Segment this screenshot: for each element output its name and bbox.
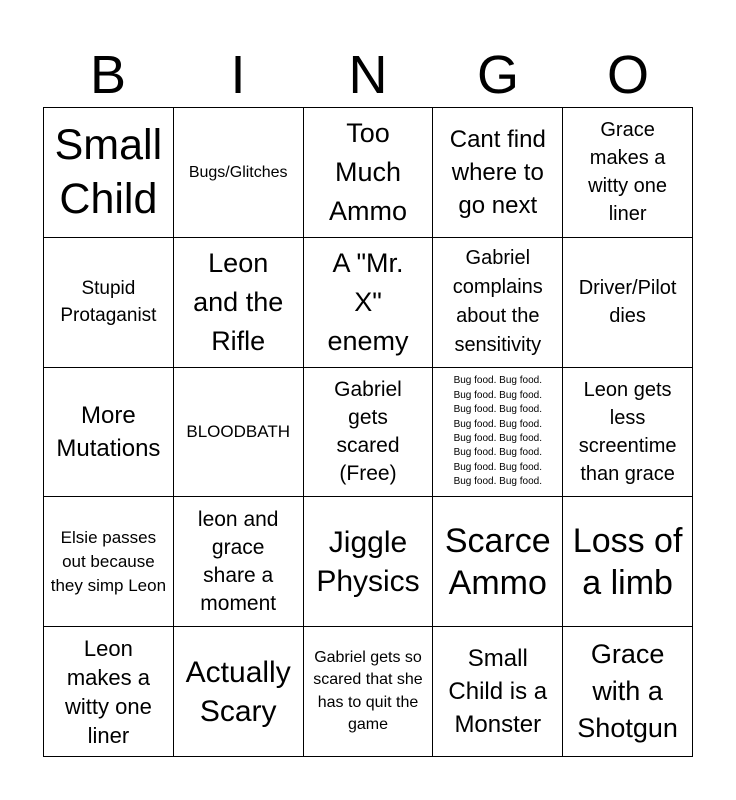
cell-text: Leon gets less screentime than grace bbox=[578, 378, 677, 485]
cell-text: BLOODBATH bbox=[186, 422, 290, 442]
cell-text: Bugs/Glitches bbox=[188, 163, 288, 181]
bingo-header bbox=[43, 44, 693, 106]
header-letter-n: N bbox=[348, 45, 388, 105]
cell-text: leon and grace share a moment bbox=[197, 507, 279, 615]
cell-text: Gabriel gets scared (Free) bbox=[334, 377, 402, 485]
bingo-cell[interactable] bbox=[174, 627, 304, 757]
bingo-cell[interactable] bbox=[44, 108, 174, 238]
cell-text: Leon and the Rifle bbox=[193, 247, 284, 356]
bingo-cell[interactable] bbox=[563, 368, 693, 498]
bingo-cell[interactable] bbox=[304, 108, 434, 238]
bingo-cell[interactable] bbox=[433, 627, 563, 757]
bingo-cell[interactable] bbox=[304, 627, 434, 757]
bingo-cell[interactable] bbox=[563, 627, 693, 757]
bingo-cell[interactable] bbox=[433, 238, 563, 368]
cell-text: A "Mr. X" enemy bbox=[327, 247, 409, 356]
cell-text: Jiggle Physics bbox=[316, 525, 420, 598]
bingo-cell[interactable] bbox=[563, 238, 693, 368]
bingo-cell[interactable] bbox=[174, 108, 304, 238]
bingo-cell[interactable] bbox=[174, 238, 304, 368]
cell-text: Grace makes a witty one liner bbox=[588, 119, 668, 226]
bingo-cell[interactable] bbox=[563, 108, 693, 238]
bingo-cell[interactable] bbox=[174, 368, 304, 498]
cell-text: Cant find where to go next bbox=[449, 125, 546, 219]
cell-text: Bug food. Bug food. Bug food. Bug food. Bug food. Bug food. Bug food. Bug food. Bug food. Bug food. Bug food. Bug food. Bug food. Bug food. Bug food. Bug food. bbox=[453, 375, 542, 488]
cell-text: Scarce Ammo bbox=[444, 521, 551, 602]
cell-text: More Mutations bbox=[56, 401, 161, 462]
bingo-cell[interactable] bbox=[433, 497, 563, 627]
cell-text: Leon makes a witty one liner bbox=[64, 635, 152, 748]
cell-text: Loss of a limb bbox=[572, 521, 683, 602]
bingo-cell[interactable] bbox=[44, 368, 174, 498]
cell-text: Grace with a Shotgun bbox=[577, 639, 678, 744]
bingo-cell[interactable] bbox=[563, 497, 693, 627]
bingo-cell[interactable] bbox=[174, 497, 304, 627]
cell-text: Driver/Pilot dies bbox=[578, 277, 677, 328]
cell-text: Stupid Protaganist bbox=[60, 278, 157, 327]
cell-text: Gabriel gets so scared that she has to quit the game bbox=[313, 648, 423, 734]
cell-text: Gabriel complains about the sensitivity bbox=[452, 247, 543, 357]
header-letter-g: G bbox=[476, 45, 519, 105]
bingo-cell[interactable] bbox=[304, 497, 434, 627]
header-letter-i: I bbox=[230, 45, 246, 105]
bingo-card-grid bbox=[43, 107, 693, 757]
cell-text: Too Much Ammo bbox=[328, 117, 407, 226]
cell-text: Elsie passes out because they simp Leon bbox=[50, 527, 167, 595]
bingo-cell[interactable] bbox=[44, 627, 174, 757]
bingo-cell[interactable] bbox=[433, 108, 563, 238]
header-letter-o: O bbox=[606, 45, 649, 105]
cell-text: Actually Scary bbox=[185, 655, 291, 728]
cell-text: Small Child is a Monster bbox=[448, 645, 548, 739]
header-letter-b: B bbox=[89, 45, 127, 105]
bingo-cell[interactable] bbox=[433, 368, 563, 498]
bingo-cell[interactable] bbox=[44, 238, 174, 368]
bingo-cell[interactable] bbox=[304, 368, 434, 498]
bingo-cell[interactable] bbox=[304, 238, 434, 368]
cell-text: Small Child bbox=[54, 121, 163, 224]
bingo-cell[interactable] bbox=[44, 497, 174, 627]
